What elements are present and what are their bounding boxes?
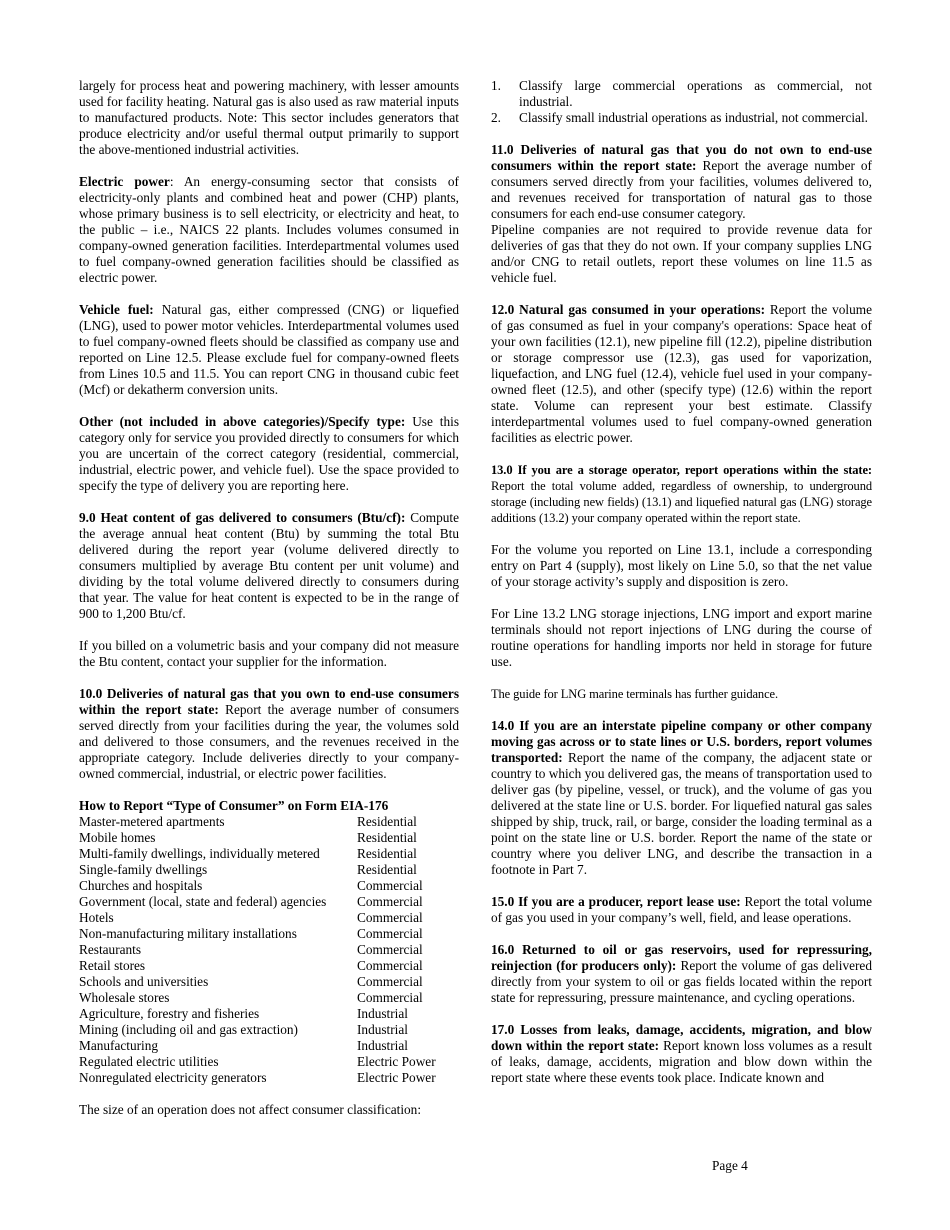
table-row	[79, 878, 449, 894]
section-17-paragraph	[491, 1022, 872, 1086]
table-row	[79, 1022, 449, 1038]
consumer-class-cell: Industrial	[357, 1022, 408, 1037]
table-row	[79, 894, 449, 910]
classification-rules-list	[491, 78, 872, 126]
section-13-text: Report the total volume added, regardless of ownership, to underground storage (including new fields) (13.1) and liquefied natural gas (LNG) storage additions (13.2) your company operated within the report state.	[491, 479, 872, 525]
table-row	[79, 1038, 449, 1054]
consumer-class-cell: Commercial	[357, 926, 423, 941]
list-item-number: 1.	[491, 78, 501, 93]
section-10-paragraph	[79, 686, 459, 782]
consumer-type-cell: Non-manufacturing military installations	[79, 926, 297, 941]
table-row	[79, 814, 449, 830]
section-13-heading: 13.0 If you are a storage operator, report operations within the state:	[491, 463, 872, 477]
section-15-text: Report the total volume of gas you used in your company’s well, field, and lease operations.	[491, 894, 872, 925]
consumer-type-cell: Nonregulated electricity generators	[79, 1070, 267, 1085]
electric-power-paragraph	[79, 174, 459, 286]
consumer-class-cell: Residential	[357, 830, 417, 845]
section-9-paragraph	[79, 510, 459, 622]
section-11-heading: 11.0 Deliveries of natural gas that you do not own to end-use consumers within the report state:	[491, 142, 872, 173]
consumer-type-cell: Retail stores	[79, 958, 146, 973]
list-item-text: Classify small industrial operations as industrial, not commercial.	[519, 110, 868, 125]
table-row	[79, 990, 449, 1006]
consumer-type-cell: Multi-family dwellings, individually metered	[79, 846, 320, 861]
consumer-class-cell: Residential	[357, 846, 417, 861]
consumer-class-cell: Residential	[357, 862, 417, 877]
consumer-type-cell: Government (local, state and federal) agencies	[79, 894, 327, 909]
section-13-paragraph	[491, 462, 872, 526]
table-row	[79, 974, 449, 990]
other-category-text: Use this category only for service you provided directly to consumers for which you are uncertain of the correct category (residential, commercial, industrial, electric power, and vehicle fuel). Use the space provided to specify the type of delivery you are reporting here.	[79, 414, 459, 493]
consumer-type-cell: Hotels	[79, 910, 114, 925]
consumer-class-cell: Electric Power	[357, 1070, 436, 1085]
vehicle-fuel-paragraph	[79, 302, 459, 398]
section-17-heading: 17.0 Losses from leaks, damage, accidents, migration, and blow down within the report state:	[491, 1022, 872, 1053]
section-15-heading: 15.0 If you are a producer, report lease use:	[491, 894, 741, 909]
table-row	[79, 958, 449, 974]
page-number: Page 4	[712, 1158, 748, 1173]
consumer-class-cell: Commercial	[357, 990, 423, 1005]
consumer-class-cell: Commercial	[357, 974, 423, 989]
other-category-term: Other (not included in above categories)/Specify type:	[79, 414, 406, 429]
consumer-class-cell: Commercial	[357, 878, 423, 893]
consumer-type-cell: Restaurants	[79, 942, 142, 957]
consumer-type-cell: Regulated electric utilities	[79, 1054, 219, 1069]
consumer-class-cell: Electric Power	[357, 1054, 436, 1069]
section-15-paragraph	[491, 894, 872, 926]
table-row	[79, 1054, 449, 1070]
section-9-text: Compute the average annual heat content (Btu) by summing the total Btu delivered during the report year (volume delivered directly to consumers multiplied by average Btu content per unit volume) and dividing by the total volume delivered directly to consumers during that year. The value for heat content is expected to be in the range of 900 to 1,200 Btu/cf.	[79, 510, 459, 621]
consumer-type-cell: Wholesale stores	[79, 990, 170, 1005]
consumer-class-cell: Residential	[357, 814, 417, 829]
section-13-note-3: The guide for LNG marine terminals has further guidance.	[491, 687, 779, 701]
table-row	[79, 926, 449, 942]
section-11-text: Report the average number of consumers served directly from your facilities, volumes delivered to, and revenues received for transportation of natural gas to those consumers for each end-use consumer category.	[491, 158, 872, 221]
electric-power-term: Electric power	[79, 174, 170, 189]
consumer-type-cell: Master-metered apartments	[79, 814, 225, 829]
consumer-class-cell: Industrial	[357, 1038, 408, 1053]
consumer-type-cell: Churches and hospitals	[79, 878, 203, 893]
consumer-type-table	[79, 814, 449, 1086]
section-12-paragraph	[491, 302, 872, 446]
other-category-paragraph	[79, 414, 459, 494]
vehicle-fuel-term: Vehicle fuel:	[79, 302, 154, 317]
vehicle-fuel-text: Natural gas, either compressed (CNG) or liquefied (LNG), used to power motor vehicles. Interdepartmental volumes used to fuel company-owned fleets should be classified as company use and reported on Line 12.5. Please exclude fuel for company-owned fleets from Lines 10.5 and 11.5. You can report CNG in thousand cubic feet (Mcf) or dekatherm conversion units.	[79, 302, 460, 397]
consumer-type-cell: Manufacturing	[79, 1038, 159, 1053]
section-9-note: If you billed on a volumetric basis and your company did not measure the Btu content, contact your supplier for the information.	[79, 638, 459, 669]
section-14-paragraph	[491, 718, 872, 878]
list-item	[491, 110, 872, 126]
table-row	[79, 942, 449, 958]
list-item-number: 2.	[491, 110, 501, 125]
section-17-text: Report known loss volumes as a result of leaks, damage, accidents, migration and blow down within the report state where these events took place. Indicate known and	[491, 1038, 872, 1085]
consumer-class-cell: Commercial	[357, 910, 423, 925]
section-10-text: Report the average number of consumers served directly from your facilities during the year, the volumes sold and delivered to those consumers, and the revenues received in the appropriate category. Include deliveries directly to your company-owned commercial, industrial, or electric power facilities.	[79, 702, 459, 781]
consumer-class-cell: Commercial	[357, 958, 423, 973]
section-12-heading: 12.0 Natural gas consumed in your operations:	[491, 302, 765, 317]
table-row	[79, 910, 449, 926]
right-column	[491, 78, 872, 1086]
section-13-note-1: For the volume you reported on Line 13.1, include a corresponding entry on Part 4 (supply), most likely on Line 5.0, so that the net value of your storage activity’s supply and disposition is zero.	[491, 542, 872, 589]
table-row	[79, 1070, 449, 1086]
consumer-class-cell: Industrial	[357, 1006, 408, 1021]
consumer-type-cell: Single-family dwellings	[79, 862, 208, 877]
consumer-class-cell: Commercial	[357, 894, 423, 909]
section-16-paragraph	[491, 942, 872, 1006]
table-row	[79, 846, 449, 862]
table-row	[79, 862, 449, 878]
table-row	[79, 1006, 449, 1022]
left-column	[79, 78, 459, 1118]
electric-power-text: : An energy-consuming sector that consists of electricity-only plants and combined heat and power (CHP) plants, whose primary business is to sell electricity, or electricity and heat, to the public – i.e., NAICS 22 plants. Includes volumes consumed in company-owned generation facilities. Interdepartmental volumes used to fuel company-owned generation facilities should be classified as electric power.	[79, 174, 459, 285]
consumer-type-cell: Schools and universities	[79, 974, 209, 989]
section-14-text: Report the name of the company, the adjacent state or country to which you delivered gas, the means of transportation used to deliver gas (by pipeline, vessel, or truck), and the volume of gas you delivered at the state line or U.S. border. For liquefied natural gas sales shipped by ship, truck, rail, or barge, consider the loading terminal as a point on the state line or U.S. border. Report the name of the state or country where you deliver LNG, and describe the transaction in a footnote in Part 7.	[491, 750, 872, 877]
section-9-heading: 9.0 Heat content of gas delivered to consumers (Btu/cf):	[79, 510, 406, 525]
list-item	[491, 78, 872, 110]
list-item-text: Classify large commercial operations as commercial, not industrial.	[519, 78, 872, 109]
section-12-text: Report the volume of gas consumed as fuel in your company's operations: Space heat of your own facilities (12.1), new pipeline fill (12.2), pipeline distribution or storage compressor use (12.3), gas used for vaporization, liquefaction, and LNG fuel (12.4), vehicle fuel used in your company-owned fleet (12.5), and other (specify type) (12.6) within the report state. Volume can represent your best estimate. Classify interdepartmental volumes used to fuel company-owned generation facilities as electric power.	[491, 302, 872, 445]
section-16-heading: 16.0 Returned to oil or gas reservoirs, used for repressuring, reinjection (for producers only):	[491, 942, 872, 973]
consumer-type-cell: Agriculture, forestry and fisheries	[79, 1006, 260, 1021]
section-11-paragraph	[491, 142, 872, 222]
consumer-type-cell: Mobile homes	[79, 830, 156, 845]
consumer-type-cell: Mining (including oil and gas extraction)	[79, 1022, 298, 1037]
section-10-heading: 10.0 Deliveries of natural gas that you own to end-use consumers within the report state:	[79, 686, 459, 717]
section-13-note-2: For Line 13.2 LNG storage injections, LNG import and export marine terminals should not report injections of LNG during the course of routine operations for handling imports nor held in storage for future use.	[491, 606, 872, 669]
section-11-note: Pipeline companies are not required to provide revenue data for deliveries of gas that they do not own. If your company supplies LNG and/or CNG to retail outlets, report these volumes on line 11.5 as vehicle fuel.	[491, 222, 872, 285]
section-14-heading: 14.0 If you are an interstate pipeline company or other company moving gas across or to state lines or U.S. borders, report volumes transported:	[491, 718, 872, 765]
size-note: The size of an operation does not affect consumer classification:	[79, 1102, 422, 1117]
industrial-continued-paragraph: largely for process heat and powering machinery, with lesser amounts used for facility heating. Natural gas is also used as raw material inputs to manufactured products. Note: This sector includes generators that produce electricity and/or useful thermal output primarily to support the above-mentioned industrial activities.	[79, 78, 459, 157]
table-row	[79, 830, 449, 846]
consumer-class-cell: Commercial	[357, 942, 423, 957]
section-16-text: Report the volume of gas delivered directly from your system to oil or gas fields located within the report state for repressuring, pressure maintenance, and cycling operations.	[491, 958, 872, 1005]
consumer-table-title: How to Report “Type of Consumer” on Form EIA-176	[79, 798, 389, 813]
